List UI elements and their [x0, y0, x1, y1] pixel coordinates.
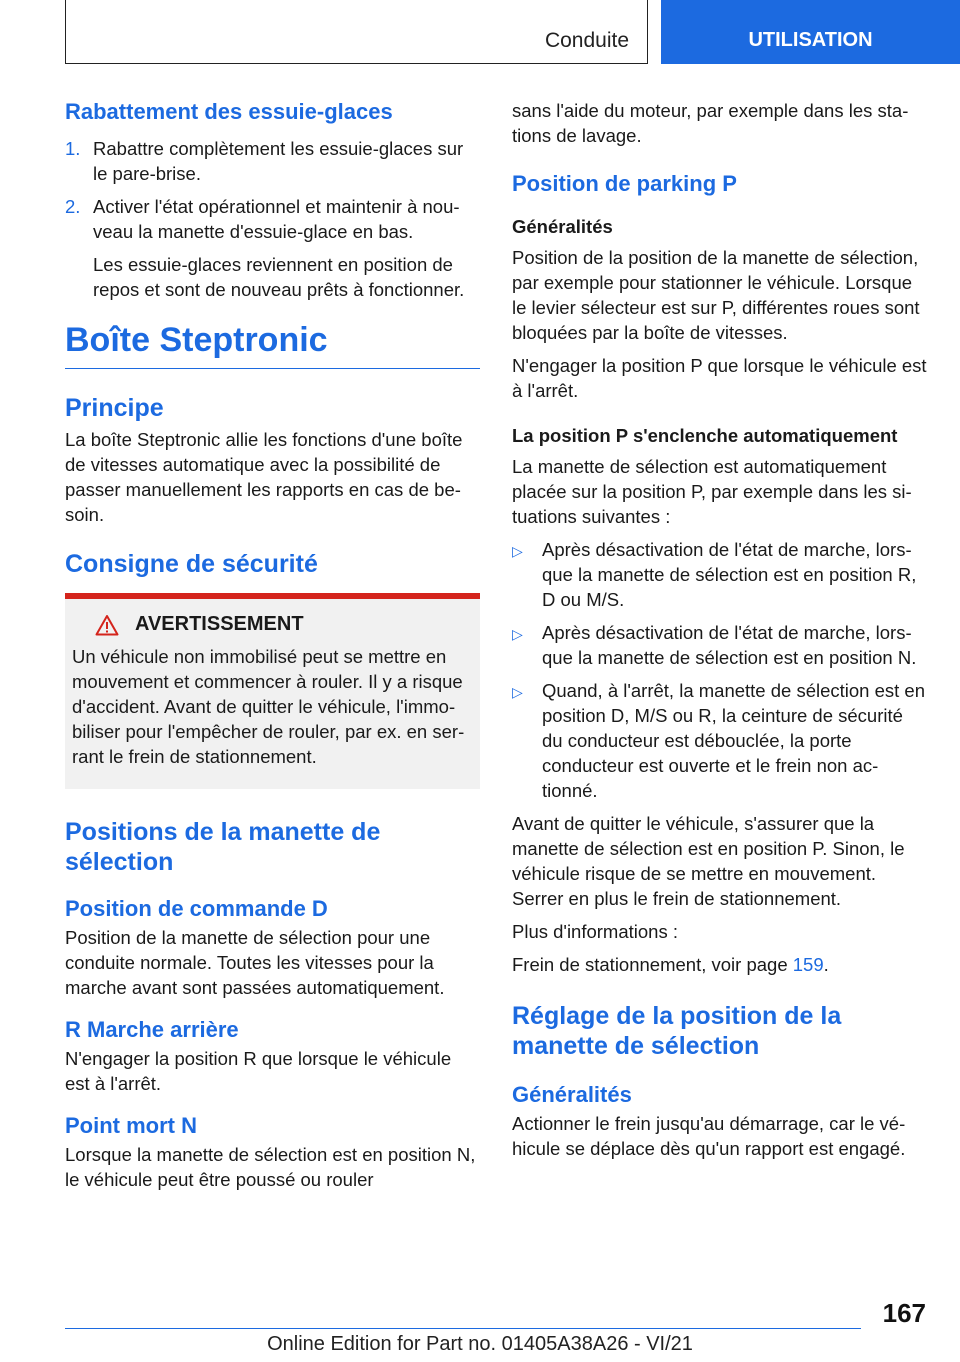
heading-reglage: Réglage de la position de la manette de sélection [512, 1002, 842, 1060]
heading-generalites-2: Généralités [512, 1082, 632, 1107]
warning-box [65, 593, 480, 789]
left-column [65, 98, 480, 1200]
continued-text: sans l'aide du moteur, par exemple dans les stations de lavage. [512, 100, 909, 146]
before-leave-text: Avant de quitter le véhicule, s'assurer que la manette de sélection est en position P. Sinon, le véhicule risque de se mettre en mouvement. Serrer en plus le frein de stationnement. [512, 813, 905, 909]
heading-parking: Position de parking P [512, 171, 737, 196]
step-text: Activer l'état opérationnel et maintenir à nouveau la manette d'essuie-glace en bas. [93, 196, 460, 242]
page-number: 167 [882, 1298, 926, 1328]
more-info-label: Plus d'informations : [512, 921, 678, 942]
heading-point-mort: Point mort N [65, 1113, 197, 1138]
page-link[interactable]: 159 [792, 954, 824, 975]
triangle-bullet-icon: ▷ [512, 626, 523, 642]
generalites-1-p1: Position de la position de la manette de sélection, par exemple pour stationner le véhicule. Lorsque le levier sélecteur est sur P, différentes roues sont bloquées par la boîte de vitesses. [512, 247, 920, 343]
heading-consigne: Consigne de sécurité [65, 550, 318, 578]
header-chapter-title: UTILISATION [748, 29, 873, 51]
right-column [512, 98, 927, 1169]
list-item: ▷ Quand, à l'arrêt, la manette de sélection est en position D, M/S ou R, la ceinture de sécurité du conducteur est débouclée, la porte conducteur est ouverte et le frein non actionné. [512, 680, 926, 801]
step-number: 1. [65, 138, 81, 159]
warning-text: Un véhicule non immobilisé peut se mettre en mouvement et commencer à rouler. Il y a risque d'accident. Avant de quitter le véhicule, l'immobiliser pour l'empêcher de rouler, par ex. en serrant le frein de stationnement. [72, 646, 465, 767]
footer-edition: Online Edition for Part no. 01405A38A26 - VI/21 [267, 1333, 693, 1355]
list-item: ▷ Après désactivation de l'état de marche, lorsque la manette de sélection est en position R, D ou M/S. [512, 539, 917, 610]
commande-text: Position de la manette de sélection pour une conduite normale. Toutes les vitesses pour la marche avant sont passées automatiquement. [65, 927, 445, 998]
marche-text: N'engager la position R que lorsque le véhicule est à l'arrêt. [65, 1048, 452, 1094]
fold-step [65, 194, 480, 244]
heading-generalites-1: Généralités [512, 216, 613, 237]
heading-principe: Principe [65, 394, 164, 422]
fold-step [65, 136, 480, 186]
header-section-title: Conduite [544, 29, 629, 52]
fold-note: Les essuie-glaces reviennent en position de repos et sont de nouveau prêts à fonctionner. [93, 254, 465, 300]
auto-situations-list [512, 537, 927, 803]
heading-auto-p: La position P s'enclenche automatiquement [512, 425, 898, 446]
fold-steps-list [65, 136, 480, 244]
footer-divider [65, 1328, 861, 1329]
warning-triangle-icon [95, 614, 119, 636]
heading-commande: Position de commande D [65, 896, 328, 921]
list-item: ▷ Après désactivation de l'état de marche, lorsque la manette de sélection est en position N. [512, 622, 917, 668]
auto-text: La manette de sélection est automatiquement placée sur la position P, par exemple dans les situations suivantes : [512, 456, 912, 527]
generalites-2-text: Actionner le frein jusqu'au démarrage, car le véhicule se déplace dès qu'un rapport est engagé. [512, 1113, 906, 1159]
warning-header [72, 613, 473, 636]
principe-text: La boîte Steptronic allie les fonctions d'une boîte de vitesses automatique avec la possibilité de passer manuellement les rapports en cas de besoin. [65, 429, 463, 525]
point-text: Lorsque la manette de sélection est en position N, le véhicule peut être poussé ou rouler [65, 1144, 476, 1190]
parking-brake-reference: Frein de stationnement, voir page 159. [512, 954, 829, 975]
triangle-bullet-icon: ▷ [512, 543, 523, 559]
step-text: Rabattre complètement les essuie-glaces sur le pare-brise. [93, 138, 464, 184]
header-chapter-tab [661, 0, 960, 64]
heading-marche: R Marche arrière [65, 1017, 239, 1042]
heading-fold-wipers: Rabattement des essuie-glaces [65, 99, 393, 124]
triangle-bullet-icon: ▷ [512, 684, 523, 700]
heading-steptronic: Boîte Steptronic [65, 320, 480, 369]
header-section-box [65, 0, 648, 64]
step-number: 2. [65, 196, 81, 217]
warning-title: AVERTISSEMENT [135, 613, 304, 635]
heading-positions: Positions de la manette de sélection [65, 818, 381, 876]
generalites-1-p2: N'engager la position P que lorsque le véhicule est à l'arrêt. [512, 355, 927, 401]
